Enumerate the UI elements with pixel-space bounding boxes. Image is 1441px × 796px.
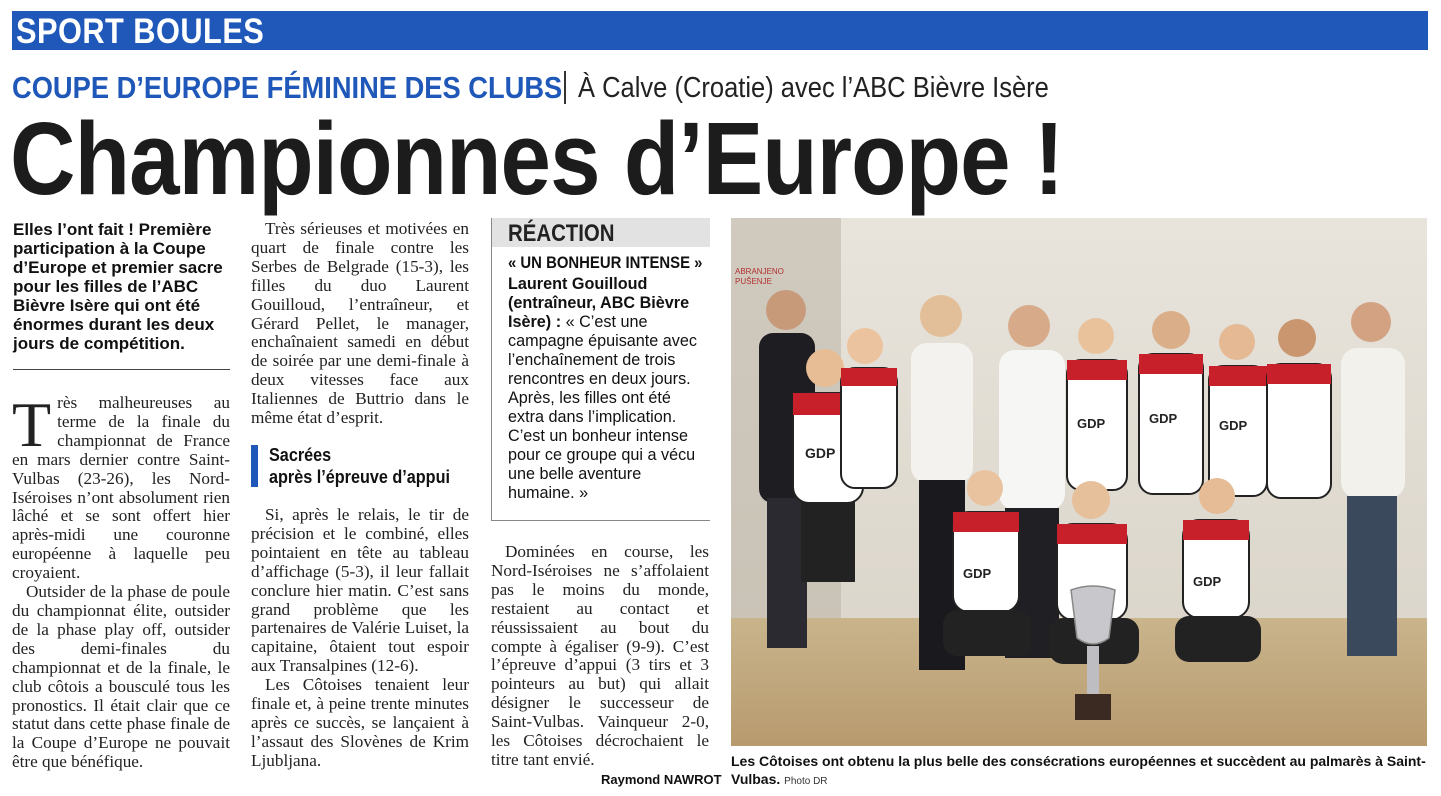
article-column-2 [251, 220, 469, 428]
paragraph: Dominées en course, les Nord-Iséroises ne s’affolaient pas le moins du monde, restaient au contact et réussissaient au bout du compte à égaliser (9-9). C’est l’épreuve d’appui (3 tirs et 3 pointeurs au but) qui allait désigner le successeur de Saint-Vulbas. Vainqueur 2-0, les Côtoises décrochaient le titre tant envié. [491, 542, 709, 769]
paragraph-text: rès malheureuses au terme de la finale du championnat de France en mars dernier contre Saint-Vulbas (23-26), les Nord-Iséroises n’ont absolument rien lâché et se sont offert hier après-midi une couronne européenne à laquelle peu croyaient. [12, 393, 230, 583]
headline: Championnes d’Europe ! [10, 101, 1064, 216]
jersey-text: GDP [1219, 418, 1248, 433]
paragraph: Outsider de la phase de poule du championnat élite, outsider de la phase play off, outsider des demi-finales du championnat et de la finale, le club côtois a bousculé tous les pronostics. Il était clair que ce statut dans cette phase finale de la Coupe d’Europe ne pouvait être que bénéfique. [12, 582, 230, 772]
kicker-main: COUPE D’EUROPE FÉMININE DES CLUBS [12, 70, 563, 105]
reaction-title-bar [492, 218, 710, 247]
reaction-box [491, 218, 710, 521]
article-column-3 [491, 543, 709, 770]
article-column-1 [12, 389, 230, 772]
paragraph: Si, après le relais, le tir de précision et le combiné, elles pointaient en tête au tableau d’affichage (5-3), il leur fallait conclure hier matin. C’est sans grand problème que les partenaires de Valérie Luiset, la capitaine, ôtaient tout espoir aux Transalpines (12-6). [251, 505, 469, 676]
kicker-secondary: À Calve (Croatie) avec l’ABC Bièvre Isère [578, 72, 1049, 104]
chapo: Elles l’ont fait ! Première participation à la Coupe d’Europe et premier sacre pour les filles de l’ABC Bièvre Isère qui ont été énormes durant les deux jours de compétition. [13, 220, 223, 353]
intertitle-bar [251, 445, 258, 487]
team-photo [731, 218, 1427, 746]
intertitle-line-1: Sacrées [269, 445, 332, 465]
article-column-2-continued [251, 506, 469, 771]
paragraph [12, 389, 230, 583]
jersey-text: GDP [1077, 416, 1106, 431]
wall-sign-1: ABRANJENO [735, 267, 784, 276]
chapo-rule [13, 369, 230, 370]
jersey-text: GDP [963, 566, 992, 581]
section-banner [12, 11, 1428, 50]
jersey-text: GDP [1193, 574, 1222, 589]
paragraph: Les Côtoises tenaient leur finale et, à peine trente minutes après ce succès, se lançaient à l’assaut des Slovènes de Krim Ljubljana. [251, 675, 469, 770]
author-signature: Raymond NAWROT [601, 772, 722, 787]
caption-text: Les Côtoises ont obtenu la plus belle des consécrations européennes et succèdent au palmarès à Saint-Vulbas. [731, 753, 1426, 787]
photo-caption [731, 752, 1431, 791]
reaction-body: « C’est une campagne épuisante avec l’enchaînement de trois rencontres en deux jours. Après, les filles ont été extra dans l’implication. C’est un bonheur intense pour ce groupe qui a vécu une belle aventure humaine. » [508, 313, 697, 502]
dropcap: T [12, 389, 52, 460]
jersey-text: GDP [1149, 411, 1178, 426]
intertitle [251, 444, 471, 488]
reaction-quote-title: « UN BONHEUR INTENSE » [508, 254, 703, 272]
reaction-text [508, 254, 708, 503]
team-photo-illustration [731, 218, 1427, 746]
reaction-speaker: Laurent Gouilloud (entraîneur, ABC Bièvre Isère) : [508, 275, 690, 331]
jersey-text: GDP [805, 445, 836, 461]
paragraph: Très sérieuses et motivées en quart de finale contre les Serbes de Belgrade (15-3), les filles du duo Laurent Gouilloud, l’entraîneur, et Gérard Pellet, le manager, enchaînaient samedi en début de soirée par une demi-finale à deux vitesses face aux Italiennes de Buttrio dans le même état d’esprit. [251, 219, 469, 428]
wall-sign-2: PUŠENJE [735, 277, 772, 286]
person [1341, 302, 1405, 656]
intertitle-line-2: après l’épreuve d’appui [269, 467, 450, 487]
reaction-title: RÉACTION [508, 220, 615, 247]
section-label: SPORT BOULES [16, 12, 265, 51]
photo-credit: Photo DR [784, 776, 828, 787]
